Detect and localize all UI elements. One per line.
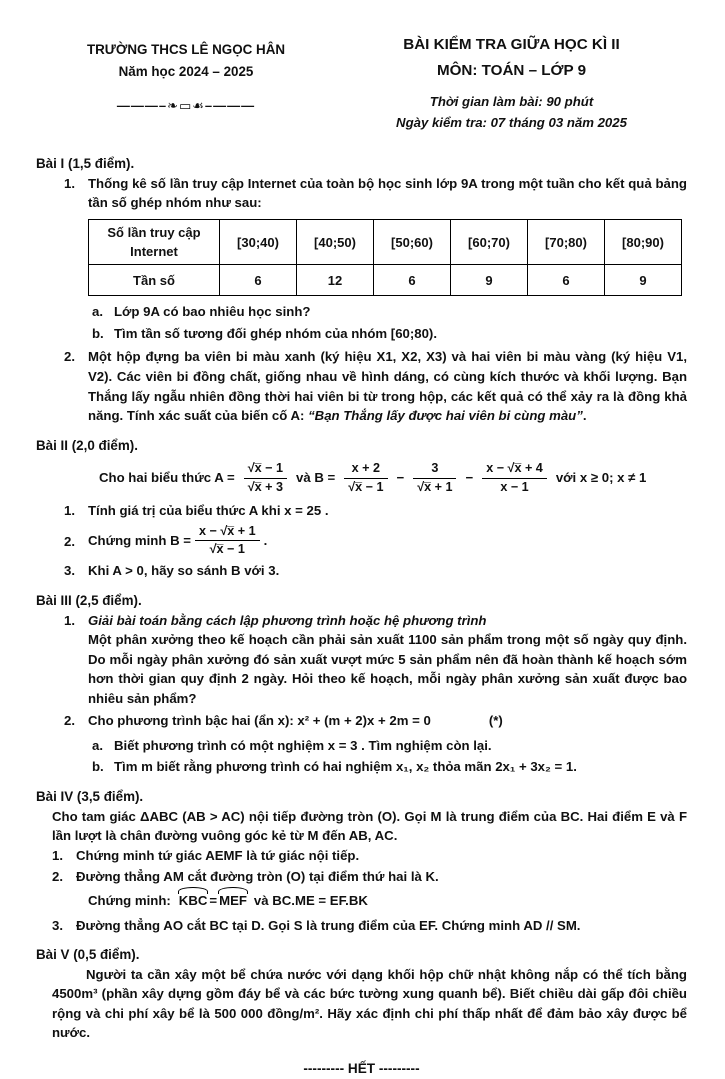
table-header-cell: Tần số bbox=[89, 265, 220, 296]
bai-2-item-2-formula bbox=[88, 524, 267, 557]
frequency-table bbox=[88, 219, 682, 296]
school-name: TRƯỜNG THCS LÊ NGỌC HÂN bbox=[86, 42, 286, 57]
bai-5-heading: Bài V (0,5 điểm). bbox=[36, 947, 140, 963]
section-bai-3 bbox=[36, 591, 687, 777]
bai-4-item-2-text: Đường thẳng AM cắt đường tròn (O) tại điểm thứ hai là K. bbox=[76, 869, 439, 885]
bai-1-item-2-text bbox=[88, 347, 687, 425]
bai-1-item-2-quote: “Bạn Thắng lấy được hai viên bi cùng màu” bbox=[308, 408, 583, 424]
item-letter: a. bbox=[92, 737, 103, 753]
proof-rest: và BC.ME = EF.BK bbox=[253, 892, 368, 908]
table-header-cell: Số lần truy cập Internet bbox=[89, 219, 220, 264]
bai-4-intro: Cho tam giác ΔABC (AB > AC) nội tiếp đường tròn (O). Gọi M là trung điểm của BC. Hai điểm E và F lần lượt là chân đường vuông góc kẻ từ M đến AB, AC. bbox=[52, 808, 687, 844]
interval-cell: [60;70) bbox=[451, 219, 528, 264]
formula-intro: Cho hai biểu thức A = bbox=[99, 470, 235, 486]
bai-1-item-2-pre: Một hộp đựng ba viên bi màu xanh (ký hiệu X1, X2, X3) và hai viên bi màu vàng (ký hiệu V1, V2). Các viên bi đồng chất, giống nhau về hình dáng, có cùng kích thước và khối lượng. Bạn Thắng lấy ngẫu nhiên đồng thời hai viên bi từ trong hộp, các kết quả có thể xảy ra là đồng khả năng. Tính xác suất của biến cố A: bbox=[88, 349, 687, 424]
formula-condition: với x ≥ 0; x ≠ 1 bbox=[555, 470, 647, 486]
fraction-B2: $\frac{3}{√x̅ + 1}$ bbox=[413, 461, 456, 494]
frequency-cell: 9 bbox=[451, 265, 528, 296]
table-row bbox=[89, 219, 682, 264]
item-number: 3. bbox=[64, 563, 75, 579]
fraction-B3: $\frac{x - √x̅ + 4}{x - 1}$ bbox=[482, 461, 547, 494]
item-letter: a. bbox=[92, 304, 103, 320]
bai-2-item-1 bbox=[36, 501, 687, 521]
bai-3-item-1 bbox=[36, 611, 687, 631]
bai-1-item-1a-text: Lớp 9A có bao nhiêu học sinh? bbox=[114, 304, 311, 320]
bai-4-item-1 bbox=[36, 846, 687, 866]
bai-1-item-1 bbox=[36, 174, 687, 213]
bai-3-item-2b-text: Tìm m biết rằng phương trình có hai nghiệm x₁, x₂ thỏa mãn 2x₁ + 3x₂ = 1. bbox=[114, 759, 577, 775]
bai-3-item-2b bbox=[36, 757, 687, 777]
bai-4-item-3 bbox=[36, 916, 687, 936]
exam-subject: MÔN: TOÁN – LỚP 9 bbox=[436, 61, 587, 79]
interval-cell: [40;50) bbox=[297, 219, 374, 264]
bai-2-item-3-text: Khi A > 0, hãy so sánh B với 3. bbox=[88, 563, 280, 579]
bai-4-item-3-text: Đường thẳng AO cắt BC tại D. Gọi S là trung điểm của EF. Chứng minh AD // SM. bbox=[76, 917, 581, 933]
bai-1-item-2 bbox=[36, 347, 687, 425]
item-letter: b. bbox=[92, 759, 104, 775]
section-bai-4 bbox=[36, 787, 687, 935]
frequency-cell: 6 bbox=[220, 265, 297, 296]
bai-3-heading: Bài III (2,5 điểm). bbox=[36, 592, 142, 608]
angle-KBC: KBC bbox=[179, 891, 208, 911]
bai-5-body-row bbox=[36, 965, 687, 1043]
bai-3-item-2-text: Cho phương trình bậc hai (ẩn x): x² + (m + 2)x + 2m = 0 (*) bbox=[88, 713, 503, 729]
item-number: 1. bbox=[64, 502, 75, 518]
bai-4-intro-row bbox=[36, 807, 687, 846]
interval-cell: [30;40) bbox=[220, 219, 297, 264]
exam-title-block bbox=[336, 34, 687, 132]
bai-1-item-1-text: Thống kê số lần truy cập Internet của toàn bộ học sinh lớp 9A trong một tuần cho kết quả bảng tần số ghép nhóm như sau: bbox=[88, 175, 687, 211]
equals-sign: = bbox=[209, 892, 218, 908]
equation-star: (*) bbox=[488, 713, 503, 729]
proof-label: Chứng minh: bbox=[88, 892, 171, 908]
fraction-A: $\frac{√x̅ - 1}{√x̅ + 3}$ bbox=[244, 461, 287, 494]
interval-cell: [50;60) bbox=[374, 219, 451, 264]
frequency-cell: 6 bbox=[528, 265, 605, 296]
frequency-cell: 9 bbox=[605, 265, 682, 296]
frequency-cell: 6 bbox=[374, 265, 451, 296]
minus-sign: − bbox=[465, 470, 474, 486]
bai-1-item-2-end: . bbox=[582, 408, 587, 424]
bai-2-item-3 bbox=[36, 561, 687, 581]
bai-2-item-2-pre: Chứng minh B = bbox=[88, 533, 191, 549]
interval-cell: [70;80) bbox=[528, 219, 605, 264]
fraction-C: $\frac{x - √x̅ + 1}{√x̅ - 1}$ bbox=[195, 524, 260, 557]
frequency-cell: 12 bbox=[297, 265, 374, 296]
bai-1-item-1b bbox=[36, 324, 687, 344]
bai-4-proof-line bbox=[88, 891, 687, 911]
item-number: 1. bbox=[64, 612, 75, 628]
item-number: 1. bbox=[64, 175, 75, 191]
bai-1-heading: Bài I (1,5 điểm). bbox=[36, 156, 135, 172]
bai-3-item-1-body: Một phân xưởng theo kế hoạch cần phải sản xuất 1100 sản phẩm trong một số ngày quy định. Do mỗi ngày phân xưởng đó sản xuất vượt mức 5 sản phẩm nên đã hoàn thành kế hoạch sớm hơn thời gian quy định 2 ngày. Hỏi theo kế hoạch, mỗi ngày phân xưởng sản xuất được bao nhiêu sản phẩm? bbox=[88, 632, 687, 706]
ornament-divider: ———–❧▭☙–——— bbox=[116, 97, 256, 113]
bai-4-heading: Bài IV (3,5 điểm). bbox=[36, 789, 144, 805]
bai-3-item-1-body-row bbox=[36, 630, 687, 708]
bai-2-item-1-text: Tính giá trị của biểu thức A khi x = 25 . bbox=[88, 502, 329, 518]
section-bai-5 bbox=[36, 945, 687, 1043]
item-number: 2. bbox=[64, 534, 75, 550]
bai-2-item-2-end: . bbox=[263, 533, 268, 549]
bai-2-item-2 bbox=[36, 524, 687, 557]
bai-3-item-1-title: Giải bài toán bằng cách lập phương trình hoặc hệ phương trình bbox=[88, 612, 487, 628]
exam-duration: Thời gian làm bài: 90 phút bbox=[429, 94, 594, 109]
bai-3-item-2a bbox=[36, 736, 687, 756]
school-year: Năm học 2024 – 2025 bbox=[118, 63, 254, 79]
bai-2-formula-line bbox=[94, 461, 687, 494]
item-number: 3. bbox=[52, 917, 63, 933]
bai-4-item-2 bbox=[36, 867, 687, 887]
interval-cell: [80;90) bbox=[605, 219, 682, 264]
item-number: 2. bbox=[52, 869, 63, 885]
formula-mid: và B = bbox=[295, 470, 336, 486]
bai-4-item-1-text: Chứng minh tứ giác AEMF là tứ giác nội tiếp. bbox=[76, 847, 360, 863]
section-bai-2 bbox=[36, 436, 687, 581]
fraction-B1: $\frac{x + 2}{√x̅ - 1}$ bbox=[344, 461, 387, 494]
bai-3-item-2 bbox=[36, 711, 687, 731]
exam-date: Ngày kiểm tra: 07 tháng 03 năm 2025 bbox=[396, 114, 627, 130]
item-number: 2. bbox=[64, 349, 75, 365]
item-letter: b. bbox=[92, 325, 104, 341]
bai-2-heading: Bài II (2,0 điểm). bbox=[36, 437, 138, 453]
angle-MEF: MEF bbox=[219, 891, 247, 911]
bai-1-item-1b-text: Tìm tần số tương đối ghép nhóm của nhóm [60;80). bbox=[114, 325, 437, 341]
bai-1-item-1a bbox=[36, 302, 687, 322]
bai-5-body: Người ta cần xây một bể chứa nước với dạng khối hộp chữ nhật không nắp có thể tích bằng 4500m³ (phần xây dựng gồm đáy bể và các bức tường xung quanh bể). Biết chiều dài gấp đôi chiều rộng và chi phí xây bể là 500 000 đồng/m². Hãy xác định chi phí thấp nhất để đảm bảo xây được bể nước. bbox=[52, 966, 687, 1041]
section-bai-1 bbox=[36, 154, 687, 426]
item-number: 2. bbox=[64, 713, 75, 729]
table-row bbox=[89, 265, 682, 296]
minus-sign: − bbox=[396, 470, 405, 486]
bai-3-item-2a-text: Biết phương trình có một nghiệm x = 3 . Tìm nghiệm còn lại. bbox=[114, 737, 492, 753]
item-number: 1. bbox=[52, 847, 63, 863]
school-block bbox=[36, 34, 336, 115]
end-marker: --------- HẾT --------- bbox=[303, 1060, 420, 1076]
exam-header bbox=[36, 34, 687, 132]
exam-title: BÀI KIỂM TRA GIỮA HỌC KÌ II bbox=[403, 36, 620, 53]
